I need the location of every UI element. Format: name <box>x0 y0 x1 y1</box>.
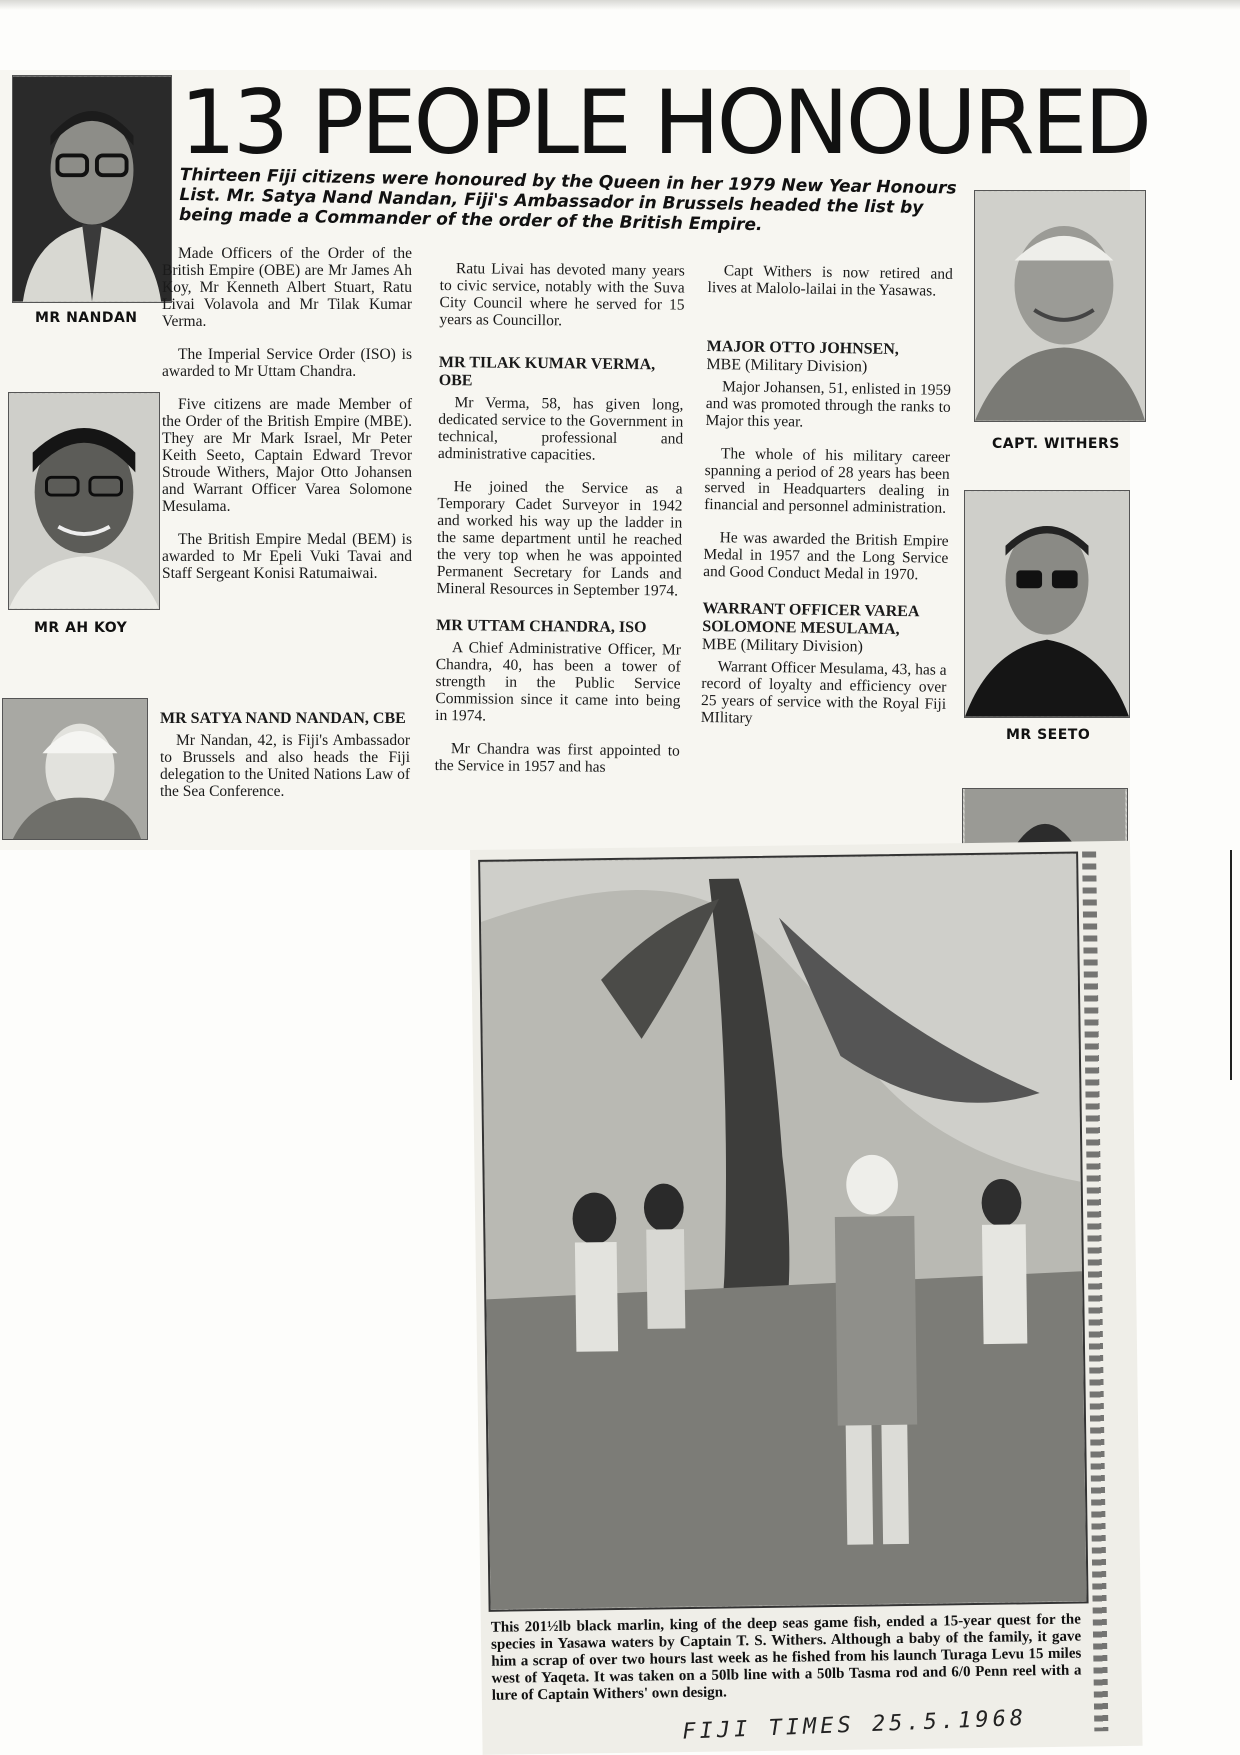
paragraph: Capt Withers is now retired and lives at Malolo-lailai in the Yasawas. <box>707 262 953 300</box>
paragraph: Five citizens are made Member of the Order of the British Empire (MBE). They are Mr Mark Israel, Mr Peter Keith Seeto, Captain Edward Trevor Stroude Withers, Major Otto Johansen and Warrant Officer Varea Solomone Mesulama. <box>162 396 412 515</box>
section-heading-johnsen <box>706 338 952 378</box>
paragraph: Warrant Officer Mesulama, 43, has a record of loyalty and efficiency over 25 years of service with the Royal Fiji MIlitary <box>700 658 947 727</box>
heading-subtext: MBE (Military Division) <box>706 355 868 376</box>
paragraph: Made Officers of the Order of the British Empire (OBE) are Mr James Ah Koy, Mr Kenneth Albert Stuart, Ratu Livai Volavola and Mr Tilak Kumar Verma. <box>162 245 412 330</box>
paragraph: A Chief Administrative Officer, Mr Chandra, 40, has been a tower of strength in the Public Service Commission since it came into being in 1974. <box>435 639 682 725</box>
paragraph: The British Empire Medal (BEM) is awarded to Mr Epeli Vuki Tavai and Staff Sergeant Konisi Ratumaiwai. <box>162 531 412 582</box>
portrait-seeto-image <box>965 491 1129 717</box>
paragraph: The whole of his military career spanning a period of 28 years has been served in Headquarters dealing in financial and personnel administration. <box>704 445 951 517</box>
photo-mr-seeto <box>964 490 1130 718</box>
caption-mr-seeto: MR SEETO <box>1006 727 1091 743</box>
portrait-withers-image <box>975 191 1145 421</box>
caption-mr-ah-koy: MR AH KOY <box>34 620 128 636</box>
portrait-bottom-right-image <box>963 789 1127 849</box>
paragraph: Mr Chandra was first appointed to the Service in 1957 and has <box>434 740 680 776</box>
article-column-3 <box>700 262 953 746</box>
photo-bottom-left <box>2 698 148 840</box>
portrait-ah-koy-image <box>9 393 159 609</box>
paragraph: Ratu Livai has devoted many years to civic service, notably with the Suva City Council where he served for 15 years as Councillor. <box>439 260 685 330</box>
section-heading-chandra: MR UTTAM CHANDRA, ISO <box>436 616 647 637</box>
photo-mr-ah-koy <box>8 392 160 610</box>
marlin-caption: This 201½lb black marlin, king of the deep seas game fish, ended a 15-year quest for the species in Yasawa waters by Captain T. S. Withers. Although a baby of the family, it gave him a scrap of over two hours last week as he fished from his launch Turaga Levu 15 miles west of Yaqeta. It was taken on a 50lb line with a 50lb Tasma rod and 6/0 Penn reel with a lure of Captain Withers' own design. <box>490 1611 1082 1704</box>
section-heading-verma: MR TILAK KUMAR VERMA, OBE <box>438 353 656 390</box>
photo-capt-withers <box>974 190 1146 422</box>
heading-subtext: MBE (Military Division) <box>701 635 863 656</box>
heading-text: MAJOR OTTO JOHNSEN, <box>706 337 899 359</box>
article-column-2 <box>434 260 685 793</box>
paragraph: Mr Verma, 58, has given long, dedicated service to the Government in technical, professional and administrative capacities. <box>437 394 684 464</box>
portrait-bottom-left-image <box>3 699 147 839</box>
handwritten-source-note: FIJI TIMES 25.5.1968 <box>681 1705 1028 1745</box>
section-heading-nandan: MR SATYA NAND NANDAN, CBE <box>160 710 406 727</box>
marlin-photo <box>478 852 1088 1612</box>
heading-text: WARRANT OFFICER VAREA SOLOMONE MESULAMA, <box>702 599 919 639</box>
scan-edge-line <box>1230 850 1232 1080</box>
article-column-1 <box>162 245 412 598</box>
photo-mr-nandan <box>12 75 172 303</box>
portrait-nandan-image <box>13 76 171 302</box>
marlin-photo-image <box>480 854 1086 1610</box>
article-standfirst: Thirteen Fiji citizens were honoured by the Queen in her 1979 New Year Honours List. Mr. Satya Nand Nandan, Fiji's Ambassador in Brussels headed the list by being made a Commander of the order of the British Empire. <box>178 165 957 236</box>
paragraph: Mr Nandan, 42, is Fiji's Ambassador to Brussels and also heads the Fiji delegation to the United Nations Law of the Sea Conference. <box>160 732 410 800</box>
paragraph: The Imperial Service Order (ISO) is awarded to Mr Uttam Chandra. <box>162 346 412 380</box>
caption-mr-nandan: MR NANDAN <box>35 310 138 326</box>
article-headline: 13 PEOPLE HONOURED <box>180 71 1149 174</box>
paragraph: Major Johansen, 51, enlisted in 1959 and was promoted through the ranks to Major this year. <box>705 378 952 431</box>
section-heading-mesulama <box>702 600 948 658</box>
scan-edge <box>0 0 1240 10</box>
caption-capt-withers: CAPT. WITHERS <box>992 436 1120 452</box>
paragraph: He was awarded the British Empire Medal in 1957 and the Long Service and Good Conduct Medal in 1970. <box>703 529 949 584</box>
marlin-clipping <box>470 841 1143 1755</box>
paragraph: He joined the Service as a Temporary Cadet Surveyor in 1942 and worked his way up the ladder in the same department until he reached the very top when he was appointed Permanent Secretary for Lands and Mineral Resources in September 1974. <box>436 478 683 600</box>
article-column-1-continued <box>160 700 410 816</box>
